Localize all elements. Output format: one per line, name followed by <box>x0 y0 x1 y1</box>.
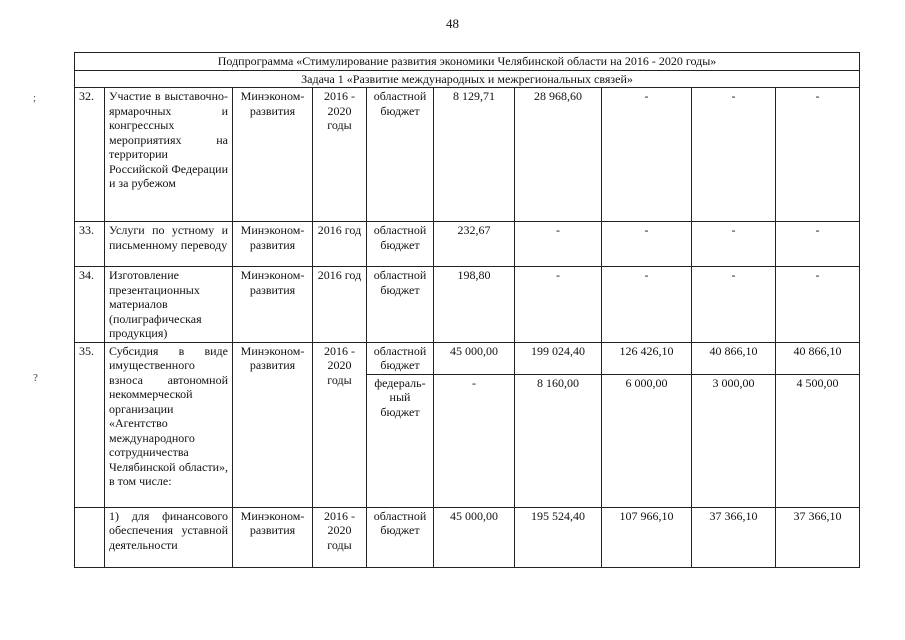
value-cell: - <box>602 222 692 267</box>
value-cell: 40 866,10 <box>776 342 860 374</box>
row-number <box>75 507 105 567</box>
row-number: 33. <box>75 222 105 267</box>
funding-source: областной бюджет <box>367 222 434 267</box>
row-number: 32. <box>75 88 105 222</box>
value-cell: - <box>692 88 776 222</box>
table-row <box>75 342 860 374</box>
period: 2016 - 2020 годы <box>313 88 367 222</box>
task-header: Задача 1 «Развитие международных и межрегиональных связей» <box>75 70 860 88</box>
value-cell: 37 366,10 <box>692 507 776 567</box>
value-cell: 195 524,40 <box>515 507 602 567</box>
value-cell: - <box>692 267 776 343</box>
executor: Минэконом-развития <box>233 222 313 267</box>
value-cell: - <box>776 88 860 222</box>
value-cell: 199 024,40 <box>515 342 602 374</box>
period: 2016 - 2020 годы <box>313 342 367 507</box>
executor: Минэконом-развития <box>233 507 313 567</box>
value-cell: - <box>515 222 602 267</box>
period: 2016 год <box>313 267 367 343</box>
funding-source: областной бюджет <box>367 267 434 343</box>
value-cell: 4 500,00 <box>776 374 860 507</box>
value-cell: 107 966,10 <box>602 507 692 567</box>
page-number: 48 <box>446 16 459 31</box>
table-row <box>75 507 860 567</box>
value-cell: 40 866,10 <box>692 342 776 374</box>
funding-source: областной бюджет <box>367 342 434 374</box>
funding-source: областной бюджет <box>367 507 434 567</box>
value-cell: - <box>602 267 692 343</box>
table-row <box>75 267 860 343</box>
value-cell: 45 000,00 <box>434 507 515 567</box>
value-cell: 8 129,71 <box>434 88 515 222</box>
funding-source: федераль-ный бюджет <box>367 374 434 507</box>
period: 2016 год <box>313 222 367 267</box>
activity-name: Услуги по устному и письменному переводу <box>105 222 233 267</box>
activity-name: Субсидия в виде имущественного взноса автономной некоммерческой организации «Агентство международного сотрудничества Челябинской области», в том числе: <box>105 342 233 507</box>
value-cell: - <box>434 374 515 507</box>
subprogram-header: Подпрограмма «Стимулирование развития экономики Челябинской области на 2016 - 2020 годы» <box>75 53 860 71</box>
executor: Минэконом-развития <box>233 88 313 222</box>
activity-name: Участие в выставочно-ярмарочных и конгрессных мероприятиях на территории Российской Федерации и за рубежом <box>105 88 233 222</box>
value-cell: - <box>692 222 776 267</box>
margin-mark: ? <box>33 372 38 384</box>
value-cell: 232,67 <box>434 222 515 267</box>
value-cell: 28 968,60 <box>515 88 602 222</box>
row-number: 34. <box>75 267 105 343</box>
value-cell: - <box>602 88 692 222</box>
value-cell: 198,80 <box>434 267 515 343</box>
row-number: 35. <box>75 342 105 507</box>
table-row <box>75 88 860 222</box>
table-row <box>75 222 860 267</box>
value-cell: - <box>776 222 860 267</box>
value-cell: 8 160,00 <box>515 374 602 507</box>
value-cell: 6 000,00 <box>602 374 692 507</box>
activity-name: Изготовление презентационных материалов (полиграфическая продукция) <box>105 267 233 343</box>
margin-mark: ; <box>33 92 37 104</box>
value-cell: 126 426,10 <box>602 342 692 374</box>
period: 2016 - 2020 годы <box>313 507 367 567</box>
activity-name: 1) для финансового обеспечения уставной деятельности <box>105 507 233 567</box>
executor: Минэконом-развития <box>233 342 313 507</box>
executor: Минэконом-развития <box>233 267 313 343</box>
value-cell: 45 000,00 <box>434 342 515 374</box>
value-cell: - <box>515 267 602 343</box>
value-cell: 3 000,00 <box>692 374 776 507</box>
value-cell: 37 366,10 <box>776 507 860 567</box>
value-cell: - <box>776 267 860 343</box>
budget-table <box>74 52 860 568</box>
funding-source: областной бюджет <box>367 88 434 222</box>
